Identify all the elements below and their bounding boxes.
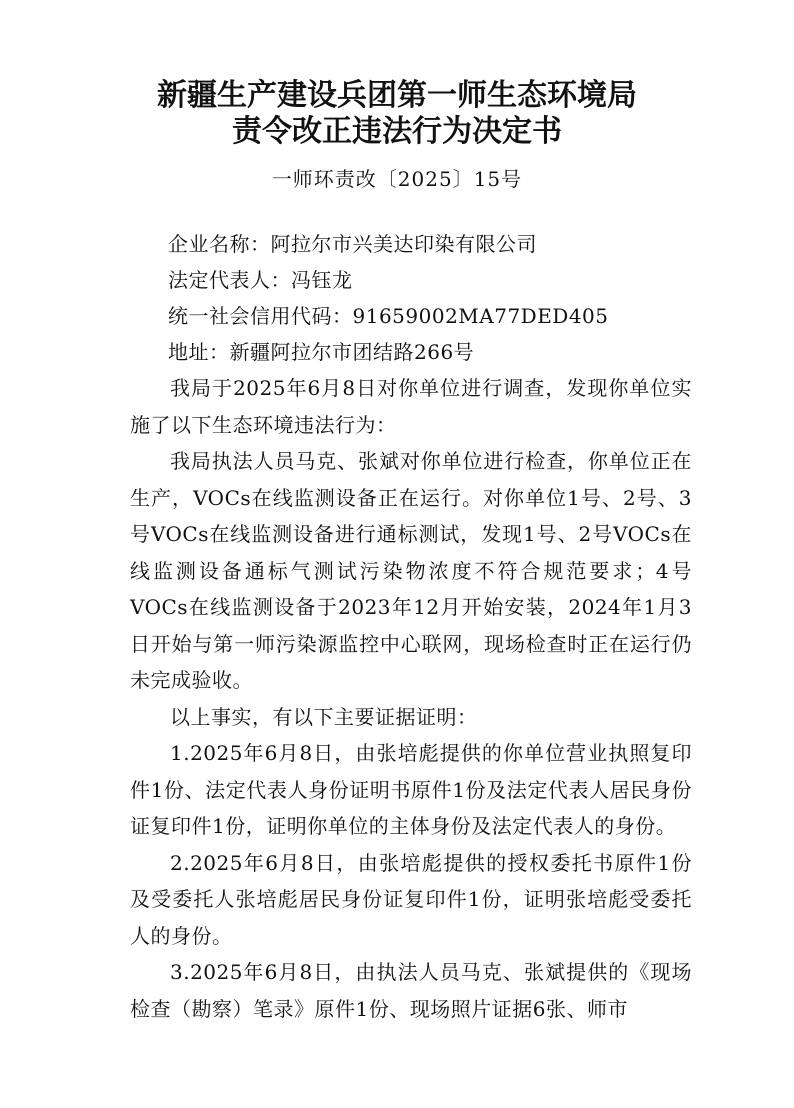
document-title-line2: 责令改正违法行为决定书 [232,114,562,149]
document-number: 一师环责改〔2025〕15号 [271,167,523,191]
document-title-line1: 新疆生产建设兵团第一师生态环境局 [157,78,637,113]
paragraph-evidence-2: 2.2025年6月8日，由张培彪提供的授权委托书原件1份及受委托人张培彪居民身份证复印件1份，证明张培彪受委托人的身份。 [130,850,692,948]
address-line: 地址：新疆阿拉尔市团结路266号 [168,340,475,364]
paragraph-evidence-1: 1.2025年6月8日，由张培彪提供的你单位营业执照复印件1份、法定代表人身份证明书原件1份及法定代表人居民身份证复印件1份，证明你单位的主体身份及法定代表人的身份。 [130,741,692,838]
paragraph-violation-facts: 我局执法人员马克、张斌对你单位进行检查，你单位正在生产，VOCs在线监测设备正在运行。对你单位1号、2号、3号VOCs在线监测设备进行通标测试，发现1号、2号VOCs在线监测设备通标气测试污染物浓度不符合规范要求；4号VOCs在线监测设备于2023年12月开始安装，2024年1月3日开始与第一师污染源监控中心联网，现场检查时正在运行仍未完成验收。 [130,449,692,692]
paragraph-investigation: 我局于2025年6月8日对你单位进行调查，发现你单位实施了以下生态环境违法行为： [130,376,692,437]
company-name-line: 企业名称：阿拉尔市兴美达印染有限公司 [168,232,537,256]
paragraph-evidence-intro: 以上事实，有以下主要证据证明： [170,704,478,729]
legal-representative-line: 法定代表人：冯钰龙 [168,268,353,292]
document-body [130,370,692,1027]
paragraph-evidence-3: 3.2025年6月8日，由执法人员马克、张斌提供的《现场检查（勘察）笔录》原件1份、现场照片证据6张、师市 [130,960,692,1021]
credit-code-line: 统一社会信用代码：91659002MA77DED405 [168,304,609,328]
